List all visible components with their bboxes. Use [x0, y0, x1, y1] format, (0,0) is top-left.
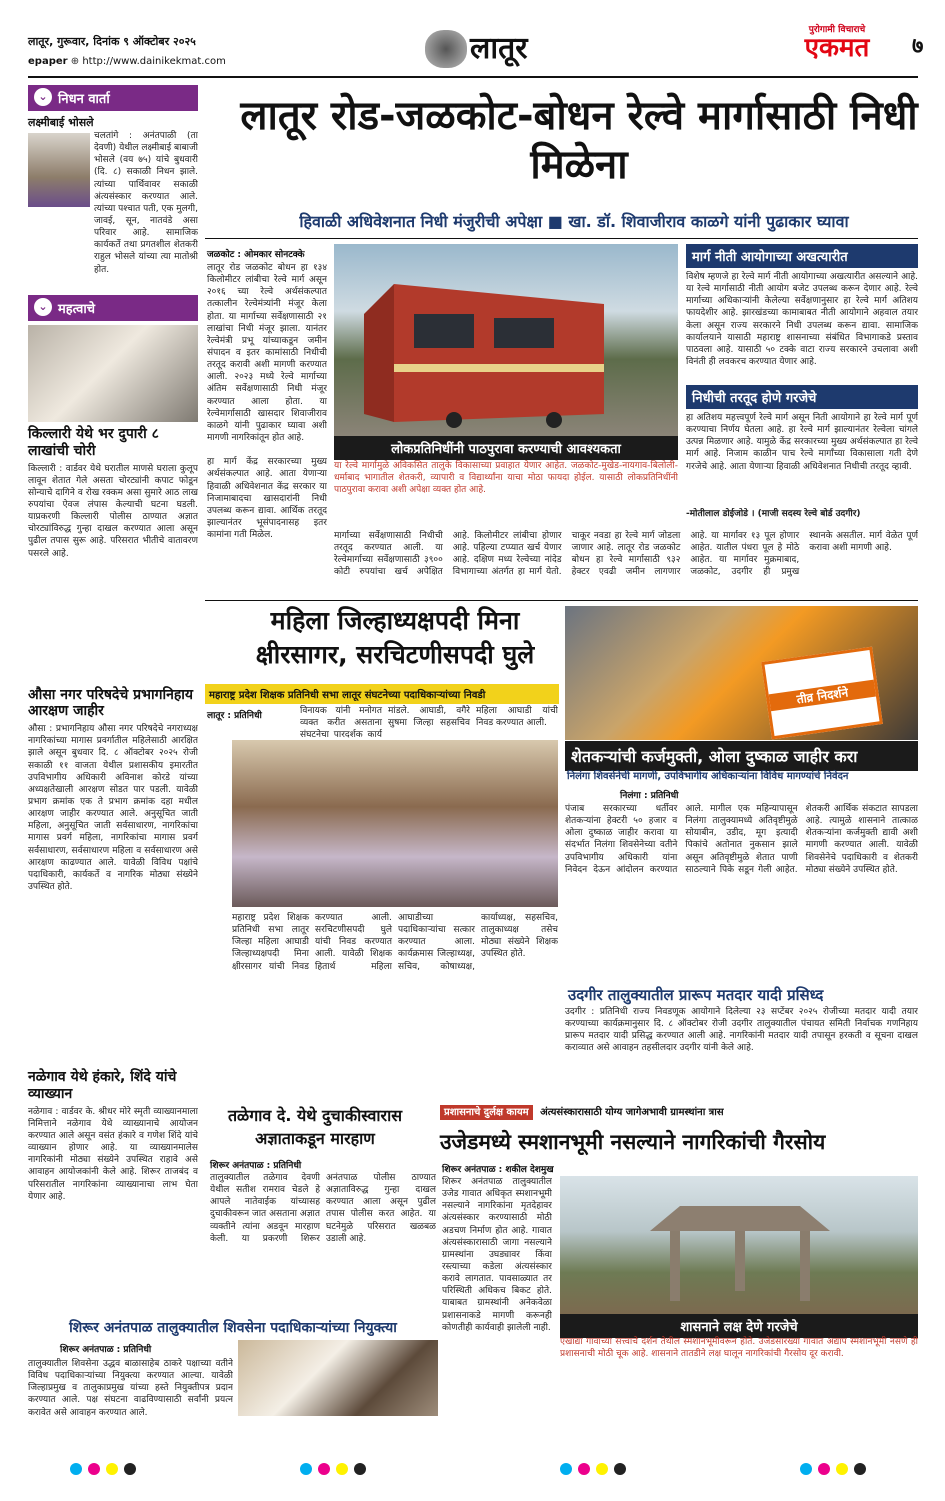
registration-mark-black [354, 1463, 366, 1475]
train-illustration [334, 244, 678, 436]
talegaon-body: तालुक्यातील तळेगाव देवणी येथील सतीश रामराव चेडले हे आपले नातेवाईक यांच्यासह दुचाकीवरून जात असताना अज्ञात व्यक्तीने त्यांना अडवून मारहाण केली. या प्रकरणी शिरूर अनंतपाळ पोलीस ठाण्यात अज्ञाताविरुद्ध गुन्हा दाखल करण्यात आला असून पुढील तपास पोलीस करत आहेत. या घटनेमुळे परिसरात खळबळ उडाली आहे. [210, 1173, 436, 1244]
train-caption-body: या रेल्वे मार्गामुळे अविकसित तालुके विकासाच्या प्रवाहात येणार आहेत. जळकोट-मुखेड-नायगाव-बिलोली-धर्माबाद भागातील शेतकरी, व्यापारी व विद्यार्थ्यांना याचा मोठा फायदा होईल. यासाठी लोकप्रतिनिधींनी पाठपुरावा करावा अशी अपेक्षा व्यक्त होत आहे. [334, 461, 678, 496]
obituary-name: लक्ष्मीबाई भोसले [28, 116, 94, 129]
talegaon-dateline: शिरूर अनंतपाळ : प्रतिनिधी [210, 1161, 302, 1171]
shirur-photo [238, 1340, 438, 1416]
funds-box-signature: -मोतीलाल डोईजोडे । (माजी सदस्य रेल्वे बोर्ड उदगीर) [686, 509, 861, 519]
chevron-down-icon: ⌄ [34, 88, 52, 106]
women-subhead: महाराष्ट्र प्रदेश शिक्षक प्रतिनिधी सभा लातूर संघटनेच्या पदाधिकाऱ्यांच्या निवडी [205, 684, 559, 704]
farmers-dateline: निलंगा : प्रतिनिधी [620, 791, 679, 801]
obituary-body: चलतांगे : अनंतपाळी (ता देवणी) येथील लक्ष्मीबाई बाबाजी भोसले (वय ७५) यांचे बुधवारी (दि. ८) सकाळी निधन झाले. त्यांच्या पार्थिवावर सकाळी अंत्यसंस्कार करण्यात आले. त्यांच्या पश्चात पती, एक मुलगी, जावई, सून, नातवंडे असा परिवार आहे. सामाजिक कार्यकर्ते तथा प्रगतशील शेतकरी राहुल भोसले यांच्या त्या मातोश्री होत. [94, 131, 198, 275]
epaper-label: epaper [28, 56, 68, 67]
important-heading-bar [28, 295, 198, 321]
ujed-kicker: प्रशासनाचे दुर्लक्ष कायम [440, 1105, 533, 1120]
registration-mark-yellow [336, 1463, 348, 1475]
ujed-headline: उजेडमध्ये स्मशानभूमी नसल्याने नागरिकांची गैरसोय [440, 1130, 826, 1154]
main-dateline: जळकोट : ओमकार सोनटक्के [207, 250, 305, 260]
registration-mark-cyan [800, 1463, 812, 1475]
section-divider [205, 600, 918, 601]
header-divider [28, 76, 918, 78]
ujed-caption: शासनाने लक्ष देणे गरजेचे [560, 1314, 918, 1338]
women-dateline: लातूर : प्रतिनिधी [207, 711, 262, 721]
funds-box-body: हा अतिशय महत्त्वपूर्ण रेल्वे मार्ग असून निती आयोगाने हा रेल्वे मार्ग पूर्ण करण्याचा निर्णय घेतला आहे. हा रेल्वे मार्ग झाल्यानंतर रेल्वेला चांगले उत्पन्न मिळणार आहे. यामुळे केंद्र सरकारच्या मुख्य अर्थसंकल्पात हा रेल्वे मार्ग आहे. निजाम काळीन पाच रेल्वे मार्गांच्या विकासाला गती देणे गरजेचे आहे. आता येणाऱ्या हिवाळी अधिवेशनात निधीची तरतूद व्हावी. [686, 413, 918, 472]
ujed-body: शिरूर अनंतपाळ तालुक्यातील उजेड गावात अधिकृत स्मशानभूमी नसल्याने नागरिकांना मृतदेहावर अंत्यसंस्कार करण्यासाठी मोठी अडचण निर्माण होत आहे. गावात अंत्यसंस्कारासाठी जागा नसल्याने ग्रामस्थांना उघड्यावर किंवा रस्त्याच्या कडेला अंत्यसंस्कार करावे लागतात. पावसाळ्यात तर परिस्थिती अधिकच बिकट होते. याबाबत ग्रामस्थांनी अनेकवेळा प्रशासनाकडे मागणी करूनही कोणतीही कार्यवाही झालेली नाही. [442, 1177, 552, 1333]
voter-headline: उदगीर तालुक्यातील प्रारूप मतदार यादी प्रसिध्द [568, 986, 824, 1004]
registration-mark-magenta [818, 1463, 830, 1475]
date-line: लातूर, गुरूवार, दिनांक ९ ऑक्टोबर २०२५ [28, 35, 196, 48]
city-title: लातूर [470, 31, 528, 66]
ujed-structure-illustration [560, 1176, 918, 1314]
ausa-title: औसा नगर परिषदेचे प्रभागनिहाय आरक्षण जाहीर [28, 686, 194, 720]
voter-body: उदगीर : प्रतिनिधी राज्य निवडणूक आयोगाने दिलेल्या २३ सप्टेंबर २०२५ रोजीच्या मतदार यादी तयार करण्याच्या कार्यक्रमानुसार दि. ८ ऑक्टोबर रोजी उदगीर तालुक्यातील पंचायत समिती निर्वाचक गणनिहाय प्रारूप मतदार यादी प्रसिद्ध करण्यात आली आहे. नागरिकांनी मतदार यादी तपासून हरकती व सूचना दाखल कराव्यात असे आवाहन तहसीलदार उदगीर यांनी केले आहे. [565, 1007, 918, 1054]
nalegaon-title: नळेगाव येथे हंकारे, शिंदे यांचे व्याख्यान [28, 1069, 177, 1102]
ujed-caption-body: एखाद्या गावाच्या सत्त्वाचे दर्शन तेथील स्मशानभूमीवरून होते. उजेडसारख्या गावात अद्याप स्मशानभूमी नसणे ही प्रशासनाची मोठी चूक आहे. शासनाने तातडीने लक्ष घालून नागरिकांची गैरसोय दूर करावी. [560, 1337, 918, 1360]
registration-mark-black [124, 1463, 136, 1475]
registration-mark-black [614, 1463, 626, 1475]
masthead-brand: एकमत [804, 33, 870, 63]
epaper-url[interactable]: http://www.dainikekmat.com [82, 56, 226, 67]
farmers-subhead: निलंगा शिवसेनेची मागणी, उपविभागीय अधिकाऱ्यांना विविध मागण्यांचे निवेदन [567, 771, 849, 782]
shirur-dateline: शिरूर अनंतपाळ : प्रतिनिधी [60, 1345, 152, 1355]
registration-mark-yellow [836, 1463, 848, 1475]
registration-mark-cyan [70, 1463, 82, 1475]
obituary-heading: निधन वार्ता [58, 92, 110, 107]
women-body-top: विनायक यांनी मनोगत व्यक्त करीत असताना संघटनेचा पारदर्शक कार्य मांडले. आघाडी, वगैरे सुषमा जिल्हा सहसचिव महिला आघाडी यांची निवड करण्यात आली. [300, 706, 558, 741]
obituary-heading-bar [28, 85, 198, 111]
page-number: ७ [912, 34, 924, 59]
important-heading: महत्वाचे [58, 302, 95, 317]
shirur-body: तालुक्यातील शिवसेना उद्धव बाळासाहेब ठाकरे पक्षाच्या वतीने विविध पदाधिकाऱ्यांच्या नियुक्त्या करण्यात आल्या. यावेळी जिल्हाप्रमुख व तालुकाप्रमुख यांच्या हस्ते नियुक्तीपत्र प्रदान करण्यात आले. पक्ष संघटना वाढविण्यासाठी सर्वांनी प्रयत्न करावेत असे आवाहन करण्यात आले. [28, 1359, 233, 1418]
farmers-headline: शेतकऱ्यांची कर्जमुक्ती, ओला दुष्काळ जाहीर करा [565, 741, 918, 771]
shirur-body-2 [238, 1420, 438, 1454]
important-section [28, 295, 198, 1302]
nalegaon-body: नळेगाव : वार्डवर के. श्रीधर मोरे स्मृती व्याख्यानमाला निमित्ताने नळेगाव येथे व्याख्यानाचे आयोजन करण्यात आले असून वसंत हंकारे व गणेश शिंदे यांचे व्याख्यान होणार आहे. या व्याख्यानमालेस नागरिकांनी मोठ्या संख्येने उपस्थित राहावे असे आवाहन आयोजकांनी केले आहे. शिरूर ताजबंद व परिसरातील नागरिकांना व्याख्यानाचा लाभ घेता येणार आहे. [28, 1106, 198, 1202]
funds-box-title: निधीची तरतूद होणे गरजेचे [686, 385, 918, 409]
subhead-divider [205, 238, 918, 239]
farmers-photo [565, 606, 918, 740]
main-subhead: हिवाळी अधिवेशनात निधी मंजुरीची अपेक्षा ■ खा. डॉ. शिवाजीराव काळगे यांनी पुढाकार घ्यावा [299, 212, 849, 231]
protest-banner-text: तीव्र निदर्शने [769, 680, 876, 712]
women-body-lower: महाराष्ट्र प्रदेश शिक्षक प्रतिनिधी सभा लातूर जिल्हा महिला आघाडी जिल्हाध्यक्षपदी मिना क्षीरसागर यांची निवड करण्यात आली. सरचिटणीसपदी घुले यांची निवड करण्यात आली. यावेळी शिक्षक हितार्थ महिला आघाडीच्या पदाधिकाऱ्यांचा सत्कार करण्यात आला. कार्यक्रमास जिल्हाध्यक्ष, सचिव, कोषाध्यक्ष, कार्याध्यक्ष, सहसचिव, तालुकाध्यक्ष तसेच मोठ्या संख्येने शिक्षक उपस्थित होते. [232, 913, 558, 972]
niti-box [686, 244, 918, 401]
train-caption: लोकप्रतिनिधींनी पाठपुरावा करण्याची आवश्यकता [334, 436, 678, 460]
globe-icon: ⊕ [70, 56, 80, 67]
farmers-body: पंजाब सरकारच्या धर्तीवर शेतकऱ्यांना हेक्टरी ५० हजार व ओला दुष्काळ जाहीर करावा या संदर्भात निलंगा शिवसेनेच्या वतीने उपविभागीय अधिकारी यांना निवेदन देऊन आंदोलन करण्यात आले. मागील एक महिन्यापासून निलंगा तालुक्यामध्ये अतिवृष्टीमुळे सोयाबीन, उडीद, मूग इत्यादी पिकांचे अतोनात नुकसान झाले असून अतिवृष्टीमुळे शेतात पाणी साठल्याने पिके सडून गेली आहेत. शेतकरी आर्थिक संकटात सापडला आहे. त्यामुळे शासनाने तात्काळ शेतकऱ्यांना कर्जमुक्ती द्यावी अशी मागणी करण्यात आली. यावेळी शिवसेनेचे पदाधिकारी व शेतकरी मोठ्या संख्येने उपस्थित होते. [565, 804, 918, 875]
registration-mark-magenta [318, 1463, 330, 1475]
main-body-left: लातूर रोड जळकोट बोधन हा १३४ किलोमीटर लांबीचा रेल्वे मार्ग असून २०१६ च्या रेल्वे अर्थसंकल्पात तत्कालीन रेल्वेमंत्र्यांनी मंजूर केला होता. या मार्गाच्या सर्वेक्षणासाठी २१ लाखांचा निधी मंजूर झाला. यानंतर रेल्वेमंत्री प्रभू यांच्याकडून जमीन संपादन व इतर कामांसाठी निधीची तरतूद करावी अशी मागणी करण्यात आली. २०२३ मध्ये रेल्वे मार्गाच्या अंतिम सर्वेक्षणासाठी निधी मंजूर करण्यात आला होता. या रेल्वेमार्गासाठी खासदार शिवाजीराव काळगे यांनी पुढाकार घ्यावा अशी मागणी नागरिकांतून होत आहे. हा मार्ग केंद्र सरकारच्या मुख्य अर्थसंकल्पात आहे. आता येणाऱ्या हिवाळी अधिवेशनात केंद्र सरकार या निजामाबादचा खासदारांनी निधी उपलब्ध करून द्यावा. आर्थिक तरतूद झाल्यानंतर भूसंपादनासह इतर कामांना गती मिळेल. [207, 263, 327, 541]
ujed-kicker-bar [440, 1104, 918, 1118]
obituary-section [28, 85, 198, 282]
registration-mark-black [854, 1463, 866, 1475]
ujed-kicker-sub: अंत्यसंस्कारासाठी योग्य जागेअभावी ग्रामस्थांना त्रास [540, 1107, 724, 1118]
obituary-portrait [28, 133, 90, 207]
shirur-headline: शिरूर अनंतपाळ तालुक्यातील शिवसेना पदाधिकाऱ्यांच्या नियुक्त्या [69, 1320, 397, 1336]
epaper-line [28, 56, 226, 67]
ujed-dateline: शिरूर अनंतपाळ : शकील देशमुख [442, 1165, 554, 1175]
theft-title: किल्लारी येथे भर दुपारी ८ लाखांची चोरी [28, 426, 159, 459]
masthead-tagline: पुरोगामी विचाराचे [808, 25, 866, 35]
registration-mark-magenta [88, 1463, 100, 1475]
niti-box-title: मार्ग नीती आयोगाच्या अखत्यारीत [686, 244, 918, 268]
registration-mark-yellow [596, 1463, 608, 1475]
train-photo [334, 244, 678, 436]
main-body-lower: मार्गाच्या सर्वेक्षणासाठी निधीची तरतूद करण्यात आली. या रेल्वेमार्गाच्या सर्वेक्षणासाठी ३९०० कोटी रुपयांचा खर्च अपेक्षित आहे. किलोमीटर लांबीचा होणार आहे. पहिल्या टप्प्यात खर्च येणार आहे. दक्षिण मध्य रेल्वेच्या नांदेड विभागाच्या अंतर्गत हा मार्ग येतो. चाकूर नवडा हा रेल्वे मार्ग जोडला जाणार आहे. लातूर रोड जळकोट बोधन हा रेल्वे मार्गासाठी ९३२ हेक्टर एवढी जमीन लागणार आहे. या मार्गावर १३ पूल होणार आहेत. यातील पंधरा पूल हे मोठे आहेत. या मार्गावर मुक्रमाबाद, जळकोट, उदगीर ही प्रमुख स्थानके असतील. मार्ग वेळेत पूर्ण करावा अशी मागणी आहे. [334, 531, 918, 578]
protest-banner [761, 647, 883, 740]
registration-mark-cyan [560, 1463, 572, 1475]
ujed-photo [560, 1176, 918, 1314]
funds-box [686, 385, 918, 520]
masthead-logo [776, 22, 898, 72]
main-headline: लातूर रोड-जळकोट-बोधन रेल्वे मार्गासाठी निधी मिळेना [240, 93, 918, 188]
ausa-body: औसा : प्रभागनिहाय औसा नगर परिषदेचे नगराध्यक्ष नागरिकांच्या मागास प्रवर्गातील महिलेसाठी आरक्षित झाले असून बुधवार दि. ८ ऑक्टोबर २०२५ रोजी सकाळी ११ वाजता येथील प्रशासकीय इमारतीत उपविभागीय अधिकारी अविनाश कोरडे यांच्या अध्यक्षतेखाली आरक्षण सोडत पार पडली. यावेळी प्रभाग क्रमांक एक ते प्रभाग क्रमांक दहा मधील आरक्षण जाहीर करण्यात आले. अनुसूचित जाती महिला, अनुसूचित जाती सर्वसाधारण, नागरिकांचा मागास प्रवर्ग महिला, नागरिकांचा मागास प्रवर्ग सर्वसाधारण, सर्वसाधारण महिला व सर्वसाधारण असे आरक्षण काढण्यात आले. यावेळी विविध पक्षांचे पदाधिकारी, कार्यकर्ते व नागरिक मोठ्या संख्येने उपस्थित होते. [28, 724, 198, 893]
chevron-down-icon: ⌄ [34, 298, 52, 316]
women-headline: महिला जिल्हाध्यक्षपदी मिना क्षीरसागर, सरचिटणीसपदी घुले [255, 606, 535, 669]
registration-mark-yellow [106, 1463, 118, 1475]
theft-body: किल्लारी : वार्डवर येथे घरातील माणसे घराला कुलूप लावून शेतात गेले असता चोरट्यांनी कपाट फोडून सोन्याचे दागिने व रोख रक्कम असा सुमारे आठ लाख रुपयांचा ऐवज लंपास केल्याची घटना घडली. याप्रकरणी किल्लारी पोलीस ठाण्यात अज्ञात चोरट्यांविरुद्ध गुन्हा दाखल करण्यात आला असून पुढील तपास सुरू आहे. परिसरात भीतीचे वातावरण पसरले आहे. [28, 463, 198, 559]
talegaon-headline: तळेगाव दे. येथे दुचाकीस्वारास अज्ञाताकडून मारहाण [227, 1106, 403, 1149]
registration-mark-magenta [578, 1463, 590, 1475]
registration-mark-cyan [300, 1463, 312, 1475]
header-ornament [425, 30, 467, 68]
theft-photo [28, 325, 198, 422]
women-group-photo [232, 740, 558, 907]
niti-box-body: विशेष म्हणजे हा रेल्वे मार्ग नीती आयोगाच्या अखत्यारीत असल्याने आहे. या रेल्वे मार्गासाठी नीती आयोग बजेट उपलब्ध करून देणार आहे. रेल्वे मार्गाच्या अधिकाऱ्यांनी केलेल्या सर्वेक्षणानुसार हा रेल्वे मार्ग अतिशय फायदेशीर आहे. झारखंडच्या कामाबाबत नीती आयोगाने अहवाल तयार केला असून राज्य सरकारने निधी उपलब्ध करून द्यावा. सामाजिक कार्यालयाने यासाठी महाराष्ट्र शासनाच्या संबंधित विभागाकडे प्रस्ताव पाठवला आहे. यासाठी ५० टक्के वाटा राज्य सरकारने उचलावा अशी विनंती ही लवकरच करण्यात येणार आहे. [686, 272, 918, 367]
